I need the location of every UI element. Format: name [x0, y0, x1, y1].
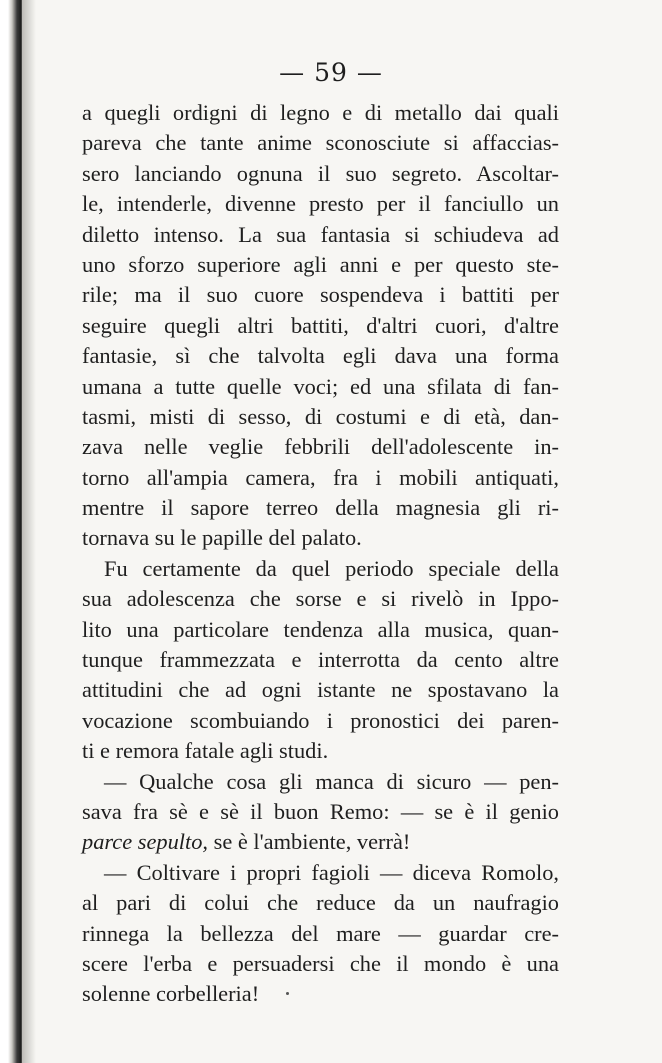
- text-line-italic: [82, 827, 559, 857]
- text-line: umana a tutte quelle voci; ed una sfilata di fan-: [82, 373, 559, 399]
- paragraph-2: [82, 554, 559, 767]
- text-line: sua adolescenza che sorse e si rivelò in Ippo-: [82, 586, 559, 612]
- text-line: vocazione scombuiando i pronostici dei paren-: [82, 707, 559, 733]
- text-line: pareva che tante anime sconosciute si affaccias-: [82, 130, 559, 156]
- text-line: rile; ma il suo cuore sospendeva i battiti per: [82, 282, 559, 308]
- gutter-shadow: [22, 0, 36, 1063]
- text-line: uno sforzo superiore agli anni e per questo ste-: [82, 251, 559, 277]
- page-number: — 59 —: [279, 58, 383, 87]
- text-line: sero lanciando ognuna il suo segreto. Ascoltar-: [82, 160, 559, 186]
- text-line: torno all'ampia camera, fra i mobili antiquati,: [82, 464, 559, 490]
- book-spine-shadow: [0, 0, 22, 1063]
- text-line: rinnega la bellezza del mare — guardar cre-: [82, 920, 559, 946]
- text-line: mentre il sapore terreo della magnesia gli ri-: [82, 495, 559, 521]
- paragraph-4: [82, 858, 559, 1010]
- text-line: lito una particolare tendenza alla musica, quan-: [82, 616, 559, 642]
- text-line: sava fra sè e sè il buon Remo: — se è il genio: [82, 798, 559, 824]
- text-line: — Coltivare i propri fagioli — diceva Romolo,: [104, 859, 559, 885]
- paragraph-1: [82, 98, 559, 554]
- text-line: al pari di colui che reduce da un naufragio: [82, 890, 559, 916]
- text-line: a quegli ordigni di legno e di metallo dai quali: [82, 100, 559, 125]
- text-line: attitudini che ad ogni istante ne spostavano la: [82, 677, 559, 703]
- text-line: ti e remora fatale agli studi.: [82, 738, 329, 764]
- text-line: — Qualche cosa gli manca di sicuro — pen-: [104, 768, 559, 794]
- text-line: diletto intenso. La sua fantasia si schiudeva ad: [82, 221, 559, 247]
- text-line: seguire quegli altri battiti, d'altri cuori, d'altre: [82, 312, 559, 338]
- text-line: fantasie, sì che talvolta egli dava una forma: [82, 343, 559, 369]
- text-line: tasmi, misti di sesso, di costumi e di età, dan-: [82, 403, 559, 429]
- text-line-rest: se è l'ambiente, verrà!: [208, 829, 411, 855]
- latin-phrase: parce sepulto,: [82, 829, 209, 855]
- text-line: tornava su le papille del palato.: [82, 525, 362, 551]
- text-line: scere l'erba e persuadersi che il mondo è una: [82, 950, 559, 976]
- body-text: [82, 98, 559, 1010]
- print-speck: [286, 992, 289, 995]
- text-line: tunque frammezzata e interrotta da cento altre: [82, 647, 559, 673]
- text-line: le, intenderle, divenne presto per il fanciullo un: [82, 191, 559, 217]
- text-line: zava nelle veglie febbrili dell'adolescente in-: [82, 434, 559, 460]
- text-line: solenne corbelleria!: [82, 981, 260, 1007]
- paragraph-3: [82, 767, 559, 858]
- text-line: Fu certamente da quel periodo speciale della: [104, 555, 559, 581]
